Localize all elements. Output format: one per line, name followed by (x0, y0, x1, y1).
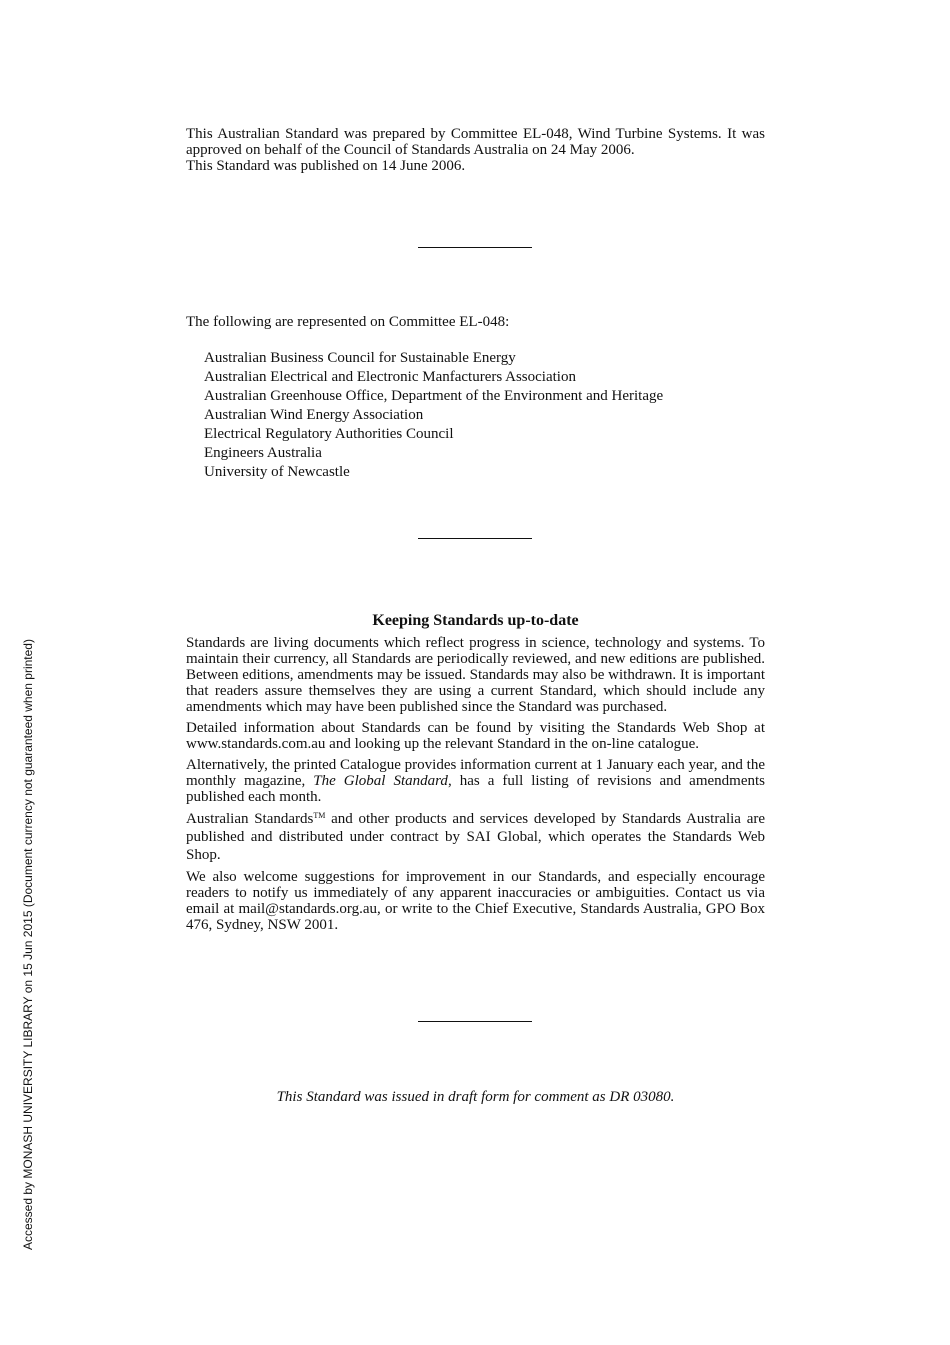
committee-member-list (204, 349, 663, 482)
committee-member: Engineers Australia (204, 445, 322, 461)
magazine-title: The Global Standard (313, 773, 448, 789)
committee-member: Australian Electrical and Electronic Manfacturers Association (204, 369, 576, 385)
paragraph: Standards are living documents which reflect progress in science, technology and systems. To maintain their currency, all Standards are periodically reviewed, and new editions are published. Between editions, amendments may be issued. Standards may also be withdrawn. It is important that readers assure themselves they are using a current Standard, which should include any amendments which may have been published since the Standard was purchased. (186, 635, 765, 715)
text-run: Alternatively, the printed Catalogue provides information current at 1 January each year, and the monthly magazine, (186, 757, 765, 789)
paragraph (186, 757, 765, 805)
committee-heading: The following are represented on Committee EL-048: (186, 314, 510, 330)
divider-rule (418, 247, 532, 248)
paragraph: We also welcome suggestions for improvement in our Standards, and especially encourage readers to notify us immediately of any apparent inaccuracies or ambiguities. Contact us via email at mail@standards.org.au, or write to the Chief Executive, Standards Australia, GPO Box 476, Sydney, NSW 2001. (186, 869, 765, 933)
committee-member: University of Newcastle (204, 464, 350, 480)
paragraph: Detailed information about Standards can be found by visiting the Standards Web Shop at www.standards.com.au and looking up the relevant Standard in the on-line catalogue. (186, 720, 765, 752)
section-title: Keeping Standards up-to-date (372, 612, 579, 629)
committee-member: Australian Greenhouse Office, Department of the Environment and Heritage (204, 388, 664, 404)
text-run: Australian Standards (186, 811, 314, 827)
draft-note: This Standard was issued in draft form for comment as DR 03080. (276, 1089, 675, 1105)
intro-block (186, 126, 765, 174)
divider-rule (418, 538, 532, 539)
text-run: , has a full listing of revisions and amendments published each month. (186, 773, 765, 805)
divider-rule (418, 1021, 532, 1022)
access-watermark: Accessed by MONASH UNIVERSITY LIBRARY on 15 Jun 2015 (Document currency not guaranteed when printed) (21, 639, 35, 1250)
text-run: and other products and services developed by Standards Australia are published and distributed under contract by SAI Global, which operates the Standards Web Shop. (186, 811, 766, 863)
approval-statement: This Australian Standard was prepared by Committee EL-048, Wind Turbine Systems. It was approved on behalf of the Council of Standards Australia on 24 May 2006. (186, 126, 765, 158)
committee-member: Electrical Regulatory Authorities Council (204, 426, 454, 442)
paragraph (186, 810, 765, 864)
committee-member: Australian Business Council for Sustainable Energy (204, 350, 516, 366)
trademark-mark: TM (313, 811, 326, 820)
publication-statement: This Standard was published on 14 June 2006. (186, 158, 466, 174)
keeping-standards-body (186, 635, 765, 938)
committee-member: Australian Wind Energy Association (204, 407, 424, 423)
